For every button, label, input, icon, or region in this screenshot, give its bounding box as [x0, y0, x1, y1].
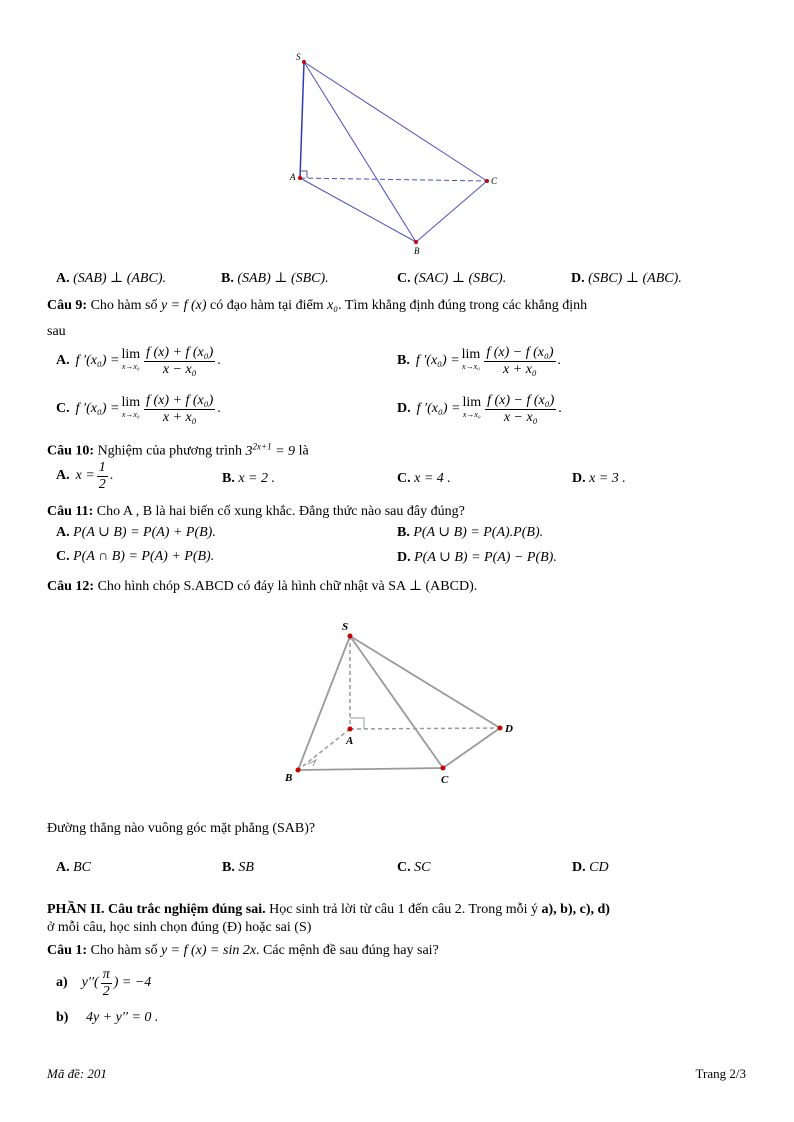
part2-q1-item-b[interactable]: b) 4y + y′′ = 0 .: [56, 1010, 159, 1025]
q9-option-a[interactable]: A. f ′(x₀) = lim x→x₀ $\frac{\text{f (x) + f (x₀)}}{\text{x − x₀}}$ .: [56, 344, 221, 377]
page-number: Trang 2/3: [695, 1066, 746, 1081]
part2-heading: PHẦN II. Câu trắc nghiệm đúng sai. Học sinh trả lời từ câu 1 đến câu 2. Trong mỗi ý a), b), c), d): [47, 902, 610, 917]
part2-q1-stem: Câu 1: Cho hàm số y = f (x) = sin 2x. Các mệnh đề sau đúng hay sai?: [47, 943, 439, 958]
q12-option-a[interactable]: A. BC: [56, 860, 92, 875]
q11-option-b[interactable]: B. P(A ∪ B) = P(A).P(B).: [397, 525, 544, 540]
q9-option-c[interactable]: C. f ′(x₀) = lim x→x₀ $\frac{\text{f (x) + f (x₀)}}{\text{x + x₀}}$ .: [56, 392, 221, 425]
vertex-label-c: C: [441, 774, 449, 786]
q10-option-b[interactable]: B. x = 2 .: [222, 471, 276, 486]
vertex-label-d: D: [505, 723, 513, 735]
exam-code: Mã đề: 201: [47, 1066, 107, 1081]
q11-option-a[interactable]: A. P(A ∪ B) = P(A) + P(B).: [56, 525, 216, 540]
pyramid-figure-2: [280, 614, 520, 794]
vertex-label-b: B: [414, 246, 420, 256]
vertex-label-b: B: [285, 772, 293, 784]
q12-option-c[interactable]: C. SC: [397, 860, 431, 875]
vertex-label-c: C: [491, 176, 498, 186]
vertex-label-a: A: [346, 735, 354, 747]
q12-stem: Câu 12: Cho hình chóp S.ABCD có đáy là hình chữ nhật và SA ⊥ (ABCD).: [47, 579, 478, 594]
q9-option-b[interactable]: B. f ′(x₀) = lim x→x₀ $\frac{\text{f (x) − f (x₀)}}{\text{x + x₀}}$ .: [397, 344, 561, 377]
vertex-label-s: S: [342, 621, 349, 633]
q10-stem: Câu 10: Nghiệm của phương trình $3^{2x+1} = 9$ là: [47, 441, 309, 459]
vertex-label-s: S: [296, 52, 301, 62]
q8-option-d[interactable]: D. (SBC) ⊥ (ABC).: [571, 271, 682, 286]
q8-option-c[interactable]: C. (SAC) ⊥ (SBC).: [397, 271, 507, 286]
pyramid-figure-1: [280, 48, 510, 258]
q11-option-d[interactable]: D. P(A ∪ B) = P(A) − P(B).: [397, 550, 557, 565]
q12-option-b[interactable]: B. SB: [222, 860, 254, 875]
q8-option-b[interactable]: B. (SAB) ⊥ (SBC).: [221, 271, 329, 286]
q11-option-c[interactable]: C. P(A ∩ B) = P(A) + P(B).: [56, 549, 215, 564]
vertex-label-a: A: [290, 172, 296, 182]
q8-option-a[interactable]: A. (SAB) ⊥ (ABC).: [56, 271, 166, 286]
q10-option-d[interactable]: D. x = 3 .: [572, 471, 626, 486]
q10-option-a[interactable]: A. x = $\frac{1}{2}$ .: [56, 459, 114, 492]
q9-option-d[interactable]: D. f ′(x₀) = lim x→x₀ $\frac{\text{f (x) − f (x₀)}}{\text{x − x₀}}$ .: [397, 392, 562, 425]
q11-stem: Câu 11: Cho A , B là hai biến cố xung khắc. Đẳng thức nào sau đây đúng?: [47, 504, 465, 519]
q12-option-d[interactable]: D. CD: [572, 860, 609, 875]
part2-q1-item-a[interactable]: a) y′′( $\frac{\pi}{2}$ ) = −4: [56, 966, 152, 999]
q9-stem: Câu 9: Cho hàm số y = f (x) có đạo hàm tại điểm x₀. Tìm khẳng định đúng trong các khẳng định: [47, 298, 588, 313]
q10-option-c[interactable]: C. x = 4 .: [397, 471, 451, 486]
q12-question: Đường thẳng nào vuông góc mặt phẳng (SAB)?: [47, 821, 316, 836]
q9-stem-cont: sau: [47, 324, 66, 339]
part2-instruction: ở mỗi câu, học sinh chọn đúng (Đ) hoặc sai (S): [47, 920, 312, 935]
